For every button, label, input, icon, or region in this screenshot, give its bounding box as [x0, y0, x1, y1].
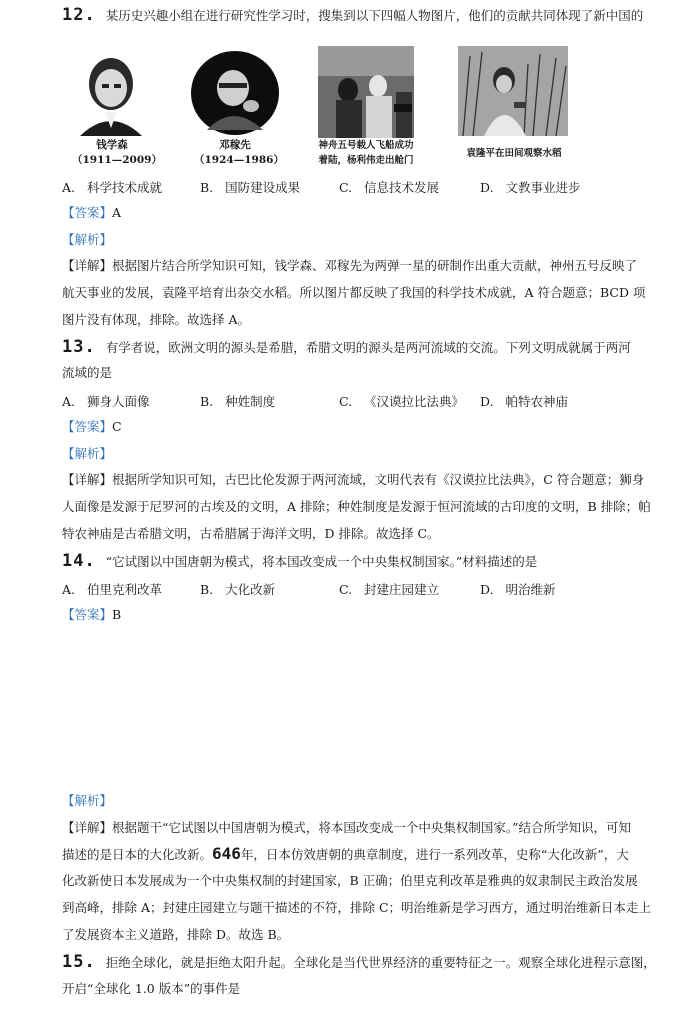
q14-option-c[interactable]: C. 封建庄园建立 — [339, 582, 440, 597]
answer-tag: 【答案】 — [62, 205, 113, 220]
caption-2 — [194, 138, 284, 168]
q12-number: 12. — [62, 5, 96, 25]
q12-analysis — [62, 231, 112, 249]
q14-stem: 14. “它试图以中国唐朝为模式，将本国改变成一个中央集权制国家。”材料描述的是 — [62, 551, 538, 571]
q14-option-b[interactable]: B. 大化改新 — [200, 582, 276, 597]
q14-detail-1: 【详解】根据题干“它试图以中国唐朝为模式，将本国改变成一个中央集权制国家。”结合所学知识，可知 — [62, 820, 632, 835]
q12-option-b[interactable]: B. 国防建设成果 — [200, 180, 301, 195]
q14-detail-3: 化改新使日本发展成为一个中央集权制的封建国家，B 正确；伯里克利改革是雅典的奴隶制民主政治发展 — [62, 873, 638, 888]
q12-answer — [62, 204, 121, 222]
q15-stem-2: 开启“全球化 1.0 版本”的事件是 — [62, 981, 241, 996]
q13-answer: 【答案】C — [62, 419, 122, 434]
q14-option-d[interactable]: D. 明治维新 — [480, 582, 556, 597]
caption-4-line1: 袁隆平在田间观察水稻 — [466, 148, 562, 159]
q15-stem-1: 15. 拒绝全球化，就是拒绝太阳升起。全球化是当代世界经济的重要特征之一。观察全球化进程示意图， — [62, 952, 656, 972]
caption-4 — [446, 146, 582, 161]
q14-detail-2: 描述的是日本的大化改新。646年，日本仿效唐朝的典章制度，进行一系列改革，史称“大化改新”，大 — [62, 844, 629, 863]
caption-1-years: （1911—2009） — [72, 154, 162, 166]
q13-option-d[interactable]: D. 帕特农神庙 — [480, 394, 568, 409]
q14-option-a[interactable]: A. 伯里克利改革 — [62, 582, 162, 597]
q12-stem — [62, 6, 643, 25]
q13-option-a[interactable]: A. 狮身人面像 — [62, 394, 150, 409]
q13-option-b[interactable]: B. 种姓制度 — [200, 394, 276, 409]
q12-option-a[interactable]: A. 科学技术成就 — [62, 180, 162, 195]
year-646: 646 — [212, 844, 241, 863]
q14-detail-4: 到高峰，排除 A；封建庄园建立与题干描述的不符，排除 C；明治维新是学习西方，通过明治维新日本走上 — [62, 900, 652, 915]
q12-option-d[interactable]: D. 文教事业进步 — [480, 180, 581, 195]
caption-1-name: 钱学森 — [96, 139, 128, 151]
photo-qian-xuesen — [70, 48, 152, 136]
q12-detail-1: 【详解】根据图片结合所学知识可知，钱学森、邓稼先为两弹一星的研制作出重大贡献，神州五号反映了 — [62, 258, 638, 273]
photo-shenzhou-5 — [318, 46, 414, 138]
q13-detail-1: 【详解】根据所学知识可知，古巴比伦发源于两河流域，文明代表有《汉谟拉比法典》，C 符合题意；狮身 — [62, 472, 645, 487]
q12-detail-2: 航天事业的发展，袁隆平培育出杂交水稻。所以图片都反映了我国的科学技术成就，A 符合题意；BCD 项 — [62, 285, 646, 300]
q13-stem-2: 流域的是 — [62, 365, 113, 380]
caption-2-years: （1924—1986） — [194, 154, 284, 166]
q14-detail-5: 了发展资本主义道路，排除 D。故选 B。 — [62, 927, 290, 942]
q13-number: 13. — [62, 337, 96, 357]
q12-option-c[interactable]: C. 信息技术发展 — [339, 180, 440, 195]
q12-stem-text: 某历史兴趣小组在进行研究性学习时，搜集到以下四幅人物图片，他们的贡献共同体现了新中国的 — [105, 8, 644, 23]
caption-3 — [300, 138, 432, 168]
q12-detail-3: 图片没有体现，排除。故选择 A。 — [62, 312, 251, 327]
caption-1 — [72, 138, 162, 168]
photo-deng-jiaxian — [189, 50, 281, 136]
answer-value: A — [112, 205, 122, 220]
q13-stem-1: 13. 有学者说，欧洲文明的源头是希腊，希腊文明的源头是两河流域的交流。下列文明成就属于两河 — [62, 337, 631, 357]
q14-analysis: 【解析】 — [62, 793, 113, 808]
q13-detail-2: 人面像是发源于尼罗河的古埃及的文明，A 排除；种姓制度是发源于恒河流域的古印度的文明，B 排除；帕 — [62, 499, 651, 514]
analysis-tag: 【解析】 — [62, 232, 113, 247]
q13-analysis: 【解析】 — [62, 446, 113, 461]
caption-3-line2: 着陆，杨利伟走出舱门 — [318, 155, 414, 166]
caption-2-name: 邓稼先 — [219, 139, 251, 151]
q13-detail-3: 特农神庙是古希腊文明，古希腊属于海洋文明，D 排除。故选择 C。 — [62, 526, 440, 541]
q13-option-c[interactable]: C. 《汉谟拉比法典》 — [339, 394, 465, 409]
caption-3-line1: 神舟五号载人飞船成功 — [318, 140, 414, 151]
q15-number: 15. — [62, 952, 96, 972]
photo-yuan-longping — [458, 46, 568, 136]
q14-number: 14. — [62, 551, 96, 571]
detail-tag: 【详解】 — [62, 258, 113, 273]
q14-answer: 【答案】B — [62, 607, 122, 622]
